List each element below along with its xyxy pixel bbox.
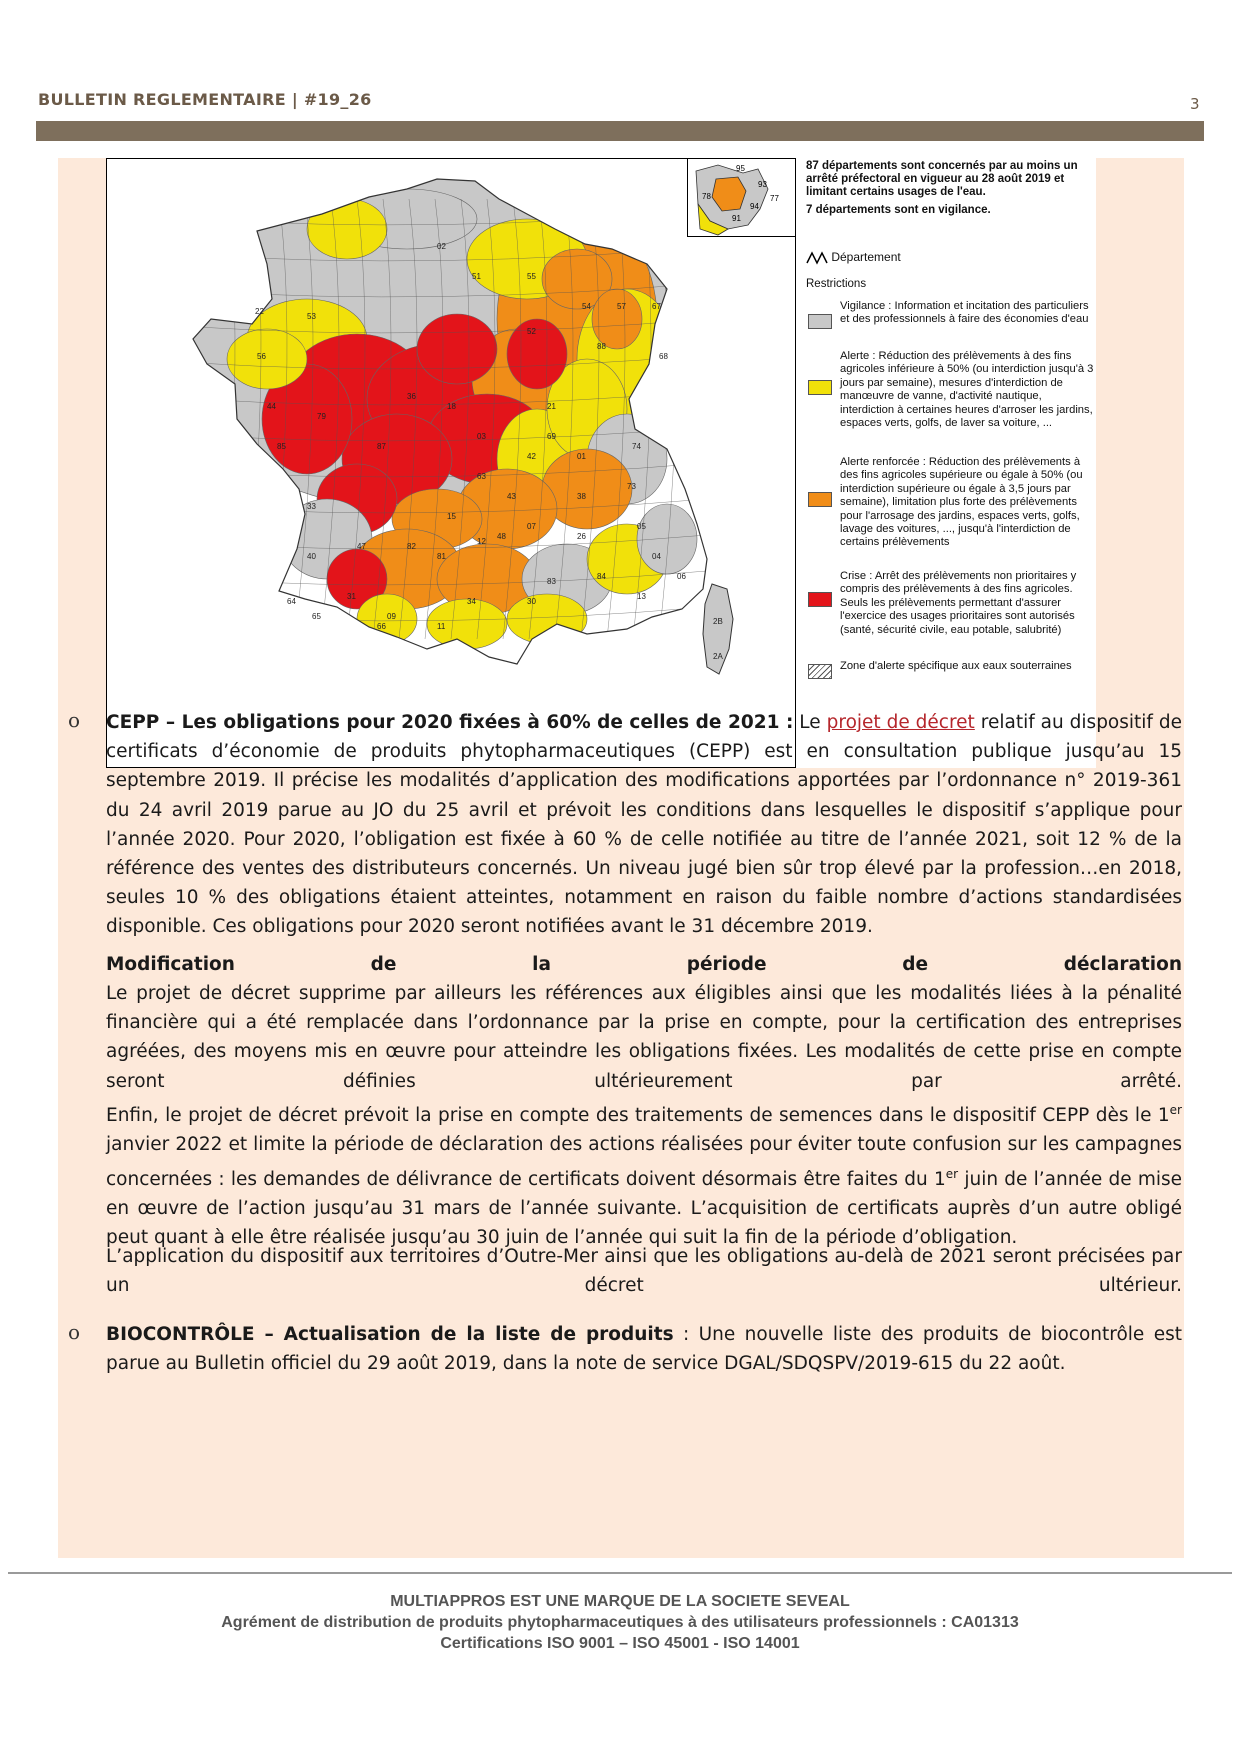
department-label: 88 (597, 342, 606, 351)
department-label: 12 (477, 537, 486, 546)
department-label: 52 (527, 327, 536, 336)
department-label: 69 (547, 432, 556, 441)
legend-item-groundwater (806, 660, 1094, 673)
superscript-er: er (1169, 1103, 1182, 1117)
department-label: 83 (547, 577, 556, 586)
department-label: 31 (347, 592, 356, 601)
department-label: 01 (577, 452, 586, 461)
map-region (592, 289, 642, 349)
department-label: 36 (407, 392, 416, 401)
department-label: 82 (407, 542, 416, 551)
department-label: 34 (467, 597, 476, 606)
map-region (227, 329, 307, 389)
inset-label-95: 95 (736, 164, 745, 173)
legend-swatch (808, 314, 832, 329)
legend-text: Alerte renforcée : Réduction des prélèvements à des fins agricoles supérieure ou égale à 50% (ou interdiction supérieure ou égale à 3,5 jours par semaine), limitation plus forte des prélèvements pour l'arrosage des jardins, espaces verts, golfs, lavage des voitures, ..., jusqu'à l'interdiction de certains prélèvements (840, 456, 1083, 549)
department-label: 15 (447, 512, 456, 521)
department-label: 67 (652, 302, 661, 311)
legend-text: Alerte : Réduction des prélèvements à des fins agricoles inférieure à 50% (ou interdiction jusqu'à 3 jours par semaine), mesures d'interdiction de manœuvre de vanne, d'activité nautique, interdiction à certaines heures d'arroser les jardins, espaces verts, golfs, de laver sa voiture, ... (840, 350, 1094, 430)
inset-label-93: 93 (758, 180, 767, 189)
department-label: 40 (307, 552, 316, 561)
department-label: 22 (255, 307, 264, 316)
department-label: 05 (637, 522, 646, 531)
projet-decret-link[interactable]: projet de décret (826, 712, 975, 733)
department-label: 81 (437, 552, 446, 561)
department-label: 38 (577, 492, 586, 501)
department-label: 53 (307, 312, 316, 321)
department-label: 79 (317, 412, 326, 421)
department-label: 2B (713, 617, 723, 626)
legend-swatch-hatched (808, 664, 832, 679)
inset-label-77: 77 (770, 194, 779, 203)
footer-line-2: Agrément de distribution de produits phytopharmaceutiques à des utilisateurs professionnels : CA01313 (221, 1614, 1019, 1631)
cepp-paragraph-2: Le projet de décret supprime par ailleurs les références aux éligibles ainsi que les modalités liées à la pénalité financière qui a été remplacée dans l’ordonnance par la prise en compte, pour la certification des entreprises agréées, des moyens mis en œuvre pour atteindre les obligations fixées. Les modalités de cette prise en compte seront définies ultérieurement par arrêté. (106, 983, 1182, 1092)
legend-swatch (808, 592, 832, 607)
france-map (106, 158, 796, 768)
legend-item-crise (806, 570, 1094, 637)
cepp-paragraph-3 (106, 1096, 1182, 1252)
inset-label-91: 91 (732, 214, 741, 223)
department-boundary (217, 199, 235, 639)
department-label: 47 (357, 542, 366, 551)
department-label: 26 (577, 532, 586, 541)
cepp-p3-part3: juin de l’année de mise en œuvre de l’action jusqu’au 31 mars de l’année suivante. L’acquisition de certificats auprès d’un autre obligé peut quant à elle être réalisée jusqu’au 30 juin de l’année qui suit la fin de la période d’obligation. (106, 1168, 1183, 1249)
legend-swatch (808, 380, 832, 395)
department-label: 21 (547, 402, 556, 411)
legend-item-alerte-renforcee (806, 456, 1094, 550)
legend-department (806, 250, 901, 265)
legend-swatch (808, 492, 832, 507)
cepp-paragraph (106, 708, 1182, 942)
department-label: 65 (312, 612, 321, 621)
map-region (637, 504, 697, 574)
map-region (417, 314, 497, 384)
footer-divider (8, 1572, 1232, 1574)
department-line-icon (806, 251, 828, 265)
footer-line-3: Certifications ISO 9001 – ISO 45001 - ISO 14001 (440, 1635, 800, 1652)
department-label: 2A (713, 652, 723, 661)
legend-item-vigilance (806, 300, 1094, 327)
legend-item-alerte (806, 350, 1094, 430)
inset-label-78: 78 (702, 192, 711, 201)
legend-text: Vigilance : Information et incitation des particuliers et des professionnels à faire des économies d'eau (840, 300, 1089, 326)
department-label: 07 (527, 522, 536, 531)
bullet-cepp: o (68, 708, 81, 732)
biocontrole-title: BIOCONTRÔLE – Actualisation de la liste de produits (106, 1324, 674, 1345)
map-region (507, 594, 587, 644)
department-label: 03 (477, 432, 486, 441)
legend-department-label: Département (831, 250, 901, 264)
cepp-subheading-text: Modification de la période de déclaration (106, 954, 1182, 975)
paris-inset-map (687, 159, 796, 237)
department-label: 63 (477, 472, 486, 481)
department-label: 44 (267, 402, 276, 411)
department-label: 84 (597, 572, 606, 581)
footer-line-1: MULTIAPPROS EST UNE MARQUE DE LA SOCIETE SEVEAL (390, 1593, 850, 1610)
drought-map-figure (106, 158, 1096, 768)
inset-label-94: 94 (750, 202, 759, 211)
department-label: 51 (472, 272, 481, 281)
map-legend (806, 160, 1094, 672)
department-label: 56 (257, 352, 266, 361)
header-bar (36, 121, 1204, 141)
department-label: 74 (632, 442, 641, 451)
map-region (507, 319, 567, 389)
department-label: 68 (659, 352, 668, 361)
cepp-paragraph-4: L’application du dispositif aux territoires d’Outre-Mer ainsi que les obligations au-delà de 2021 seront précisées par un décret ultérieur. (106, 1246, 1182, 1297)
cepp-title: CEPP – Les obligations pour 2020 fixées à 60% de celles de 2021 : (106, 712, 794, 733)
department-label: 33 (307, 502, 316, 511)
cepp-body: relatif au dispositif de certificats d’économie de produits phytopharmaceutiques (CEPP) est en consultation publique jusqu’au 15 septembre 2019. Il précise les modalités d’application des modifications apportées par l’ordonnance n° 2019-361 du 24 avril 2019 parue au JO du 25 avril et prévoit les conditions dans lesquelles le dispositif s’applique pour l’année 2020. Pour 2020, l’obligation est fixée à 60 % de celle notifiée au titre de l’année 2021, soit 12 % de la référence des ventes des distributeurs concernés. Un niveau jugé bien sûr trop élevé par la profession…en 2018, seules 10 % des obligations étaient atteintes, notamment en raison du faible nombre d’actions standardisées disponible. Ces obligations pour 2020 seront notifiées avant le 31 décembre 2019. (106, 712, 1183, 938)
department-label: 54 (582, 302, 591, 311)
department-label: 18 (447, 402, 456, 411)
department-label: 57 (617, 302, 626, 311)
department-label: 02 (437, 242, 446, 251)
legend-text: Crise : Arrêt des prélèvements non prioritaires y compris des prélèvements à des fins agricoles. Seuls les prélèvements permettant d'assurer l'exercice des usages prioritaires sont autorisés (santé, sécurité civile, eau potable, salubrité) (840, 570, 1077, 636)
department-label: 66 (377, 622, 386, 631)
biocontrole-body: : Une nouvelle liste des produits de biocontrôle est parue au Bulletin officiel du 29 août 2019, dans la note de service DGAL/SDQSPV/2019-615 du 22 août. (106, 1324, 1182, 1375)
legend-restrictions-label: Restrictions (806, 278, 867, 290)
department-label: 73 (627, 482, 636, 491)
map-region (307, 199, 387, 259)
department-label: 87 (377, 442, 386, 451)
department-label: 09 (387, 612, 396, 621)
cepp-p3-part1: Enfin, le projet de décret prévoit la prise en compte des traitements de semences dans le dispositif CEPP dès le 1 (106, 1105, 1170, 1127)
legend-summary-1: 87 départements sont concernés par au moins un arrêté préfectoral en vigueur au 28 août 2019 et limitant certains usages de l'eau. (806, 160, 1078, 198)
cepp-p3-part2: janvier 2022 et limite la période de déclaration des actions réalisées pour éviter toute confusion sur les campagnes concernées : les demandes de délivrance de certificats doivent désormais être faites du 1 (106, 1134, 1182, 1190)
department-label: 13 (637, 592, 646, 601)
page-number: 3 (1190, 95, 1200, 113)
department-label: 85 (277, 442, 286, 451)
cepp-intro: Le (799, 712, 821, 733)
france-map-svg (107, 159, 795, 767)
bullet-biocontrole: o (68, 1320, 81, 1344)
department-label: 43 (507, 492, 516, 501)
department-label: 48 (497, 532, 506, 541)
bulletin-title: BULLETIN REGLEMENTAIRE | #19_26 (38, 90, 372, 109)
legend-text: Zone d'alerte spécifique aux eaux souterraines (840, 660, 1072, 672)
department-label: 64 (287, 597, 296, 606)
department-label: 04 (652, 552, 661, 561)
department-label: 55 (527, 272, 536, 281)
department-label: 42 (527, 452, 536, 461)
department-label: 11 (437, 622, 446, 631)
superscript-er: er (945, 1166, 959, 1181)
biocontrole-paragraph (106, 1320, 1182, 1378)
department-label: 06 (677, 572, 686, 581)
department-label: 30 (527, 597, 536, 606)
legend-summary-2: 7 départements sont en vigilance. (806, 204, 991, 216)
cepp-subheading (106, 950, 1182, 979)
